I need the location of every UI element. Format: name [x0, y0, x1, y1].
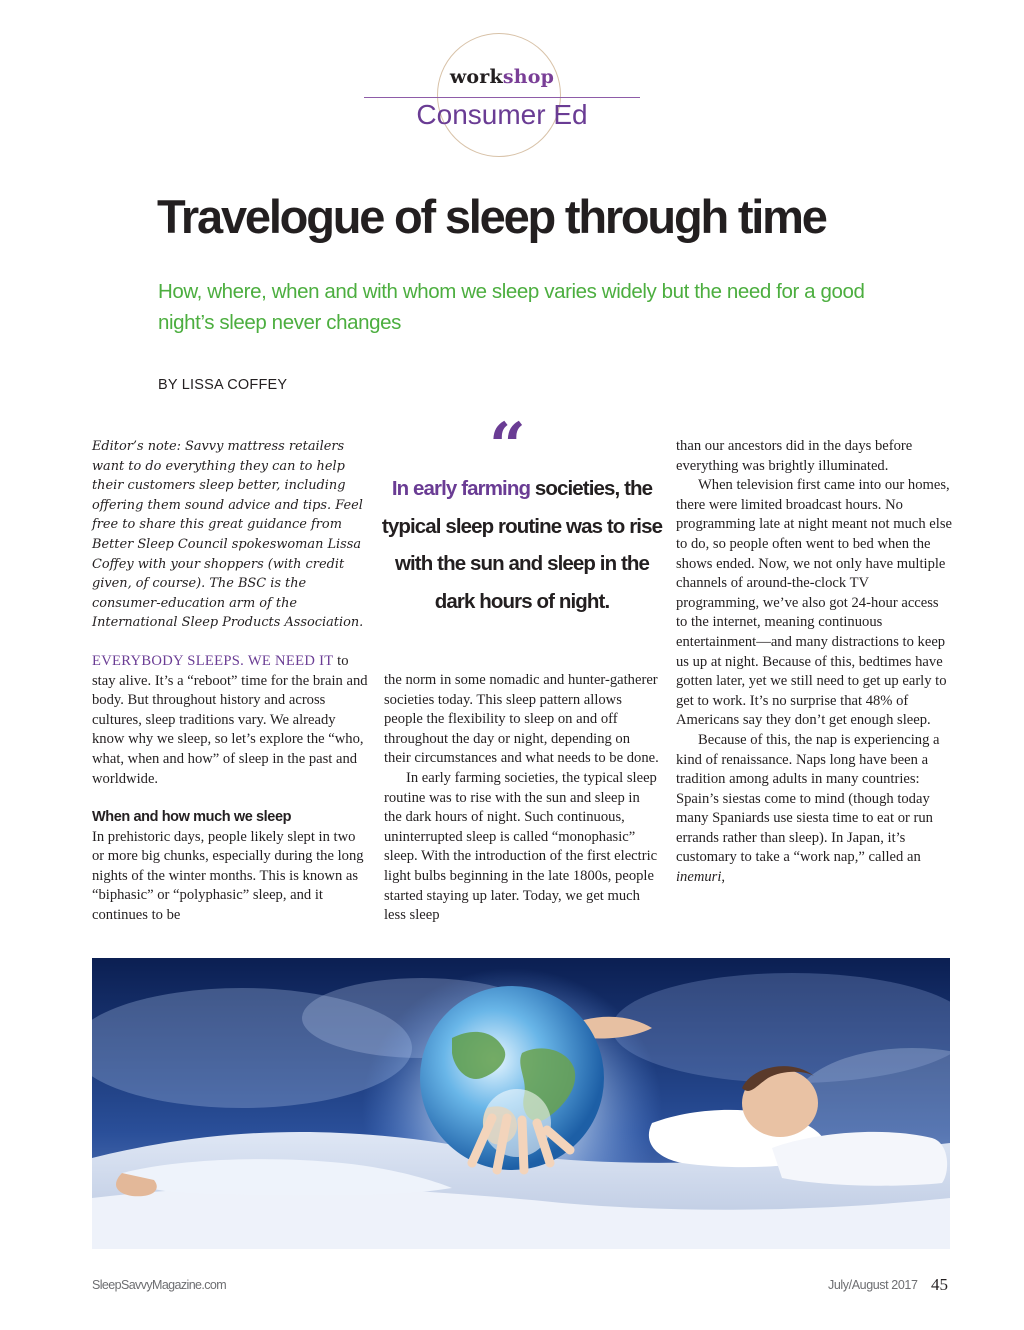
article-photo: [92, 958, 950, 1249]
body-paragraph: than our ancestors did in the days before everything was brightly illuminated.: [676, 438, 913, 474]
footer-website: SleepSavvyMagazine.com: [92, 1278, 227, 1292]
kicker-prefix: work: [449, 66, 503, 88]
footer-issue-date: July/August 2017: [828, 1278, 918, 1292]
section-kicker: [364, 66, 640, 88]
body-paragraph: In early farming societies, the typical sleep routine was to rise with the sun and sleep in the dark hours of night. Such continuous, uninterrupted sleep is called “monophasic” sleep. With the introduction of the first electric light bulbs beginning in the late 1800s, people started staying up later. Today, we get much less sleep: [384, 769, 658, 924]
body-paragraph: In prehistoric days, people likely slept in two or more big chunks, especially during the long nights of the winter months. This is known as “biphasic” or “polyphasic” sleep, and it continues to be: [92, 828, 364, 924]
column-2: [384, 671, 660, 926]
kicker-suffix: shop: [502, 66, 555, 88]
quote-mark-icon: “: [489, 409, 526, 484]
inemuri-term: inemuri: [676, 869, 722, 886]
header-badge-circle: [437, 33, 561, 157]
column-3: [676, 437, 952, 888]
body-text: ,: [721, 869, 726, 886]
lead-in: EVERYBODY SLEEPS. WE NEED IT: [92, 652, 334, 669]
header-divider: [364, 97, 640, 98]
pull-quote: [376, 470, 668, 620]
intro-text: to stay alive. It’s a “reboot” time for the brain and body. But throughout history and across cultures, sleep traditions vary. We already know why we sleep, so let’s explore the “who, what, when and how” of sleep in the past and worldwide.: [92, 652, 368, 787]
section-name: Consumer Ed: [416, 99, 588, 130]
column-1: [92, 437, 368, 926]
page-number: 45: [931, 1275, 948, 1294]
subhead: When and how much we sleep: [92, 809, 292, 826]
intro-paragraph: [92, 652, 368, 789]
body-paragraph: the norm in some nomadic and hunter-gatherer societies today. This sleep pattern allows people the flexibility to sleep on and off throughout the day or night, depending on their circumstances and what needs to be done.: [384, 672, 659, 767]
article-byline: BY LISSA COFFEY: [158, 377, 288, 393]
editor-note: Editor’s note: Savvy mattress retailers want to do everything they can to help their customers sleep better, including offering them sound advice and tips. Feel free to share this great guidance from Better Sleep Council spokeswoman Lissa Coffey with your shoppers (with credit given, of course). The BSC is the consumer-education arm of the International Sleep Products Association.: [92, 439, 364, 631]
pull-quote-text: societies, the typical sleep routine was to rise with the sun and sleep in the dark hours of night.: [381, 477, 663, 613]
article-title: Travelogue of sleep through time: [157, 190, 826, 243]
article-deck: How, where, when and with whom we sleep varies widely but the need for a good night’s sleep never changes: [158, 280, 865, 334]
body-paragraph: [676, 731, 952, 888]
body-paragraph: When television first came into our homes, there were limited broadcast hours. No programming late at night meant not much else to do, so people often went to bed when the shows ended. Now, we not only have multiple channels of around-the-clock TV programming, we’ve also got 24-hour access to the internet, meaning continuous entertainment—and many distractions to keep us up at night. Because of this, bedtimes have gotten later, yet we still need to get up early to get to work. It’s no surprise that 48% of Americans say they don’t get enough sleep.: [676, 477, 952, 729]
pull-quote-highlight: In early farming: [391, 477, 531, 500]
sleeping-woman-globe-illustration: [92, 958, 950, 1249]
body-text: Because of this, the nap is experiencing a kind of renaissance. Naps long have been a tradition among adults in many countries: Spain’s siestas come to mind (though today many Spaniards use siesta time to eat or run errands rather than sleep). In Japan, it’s customary to take a “work nap,” called an: [676, 731, 940, 866]
